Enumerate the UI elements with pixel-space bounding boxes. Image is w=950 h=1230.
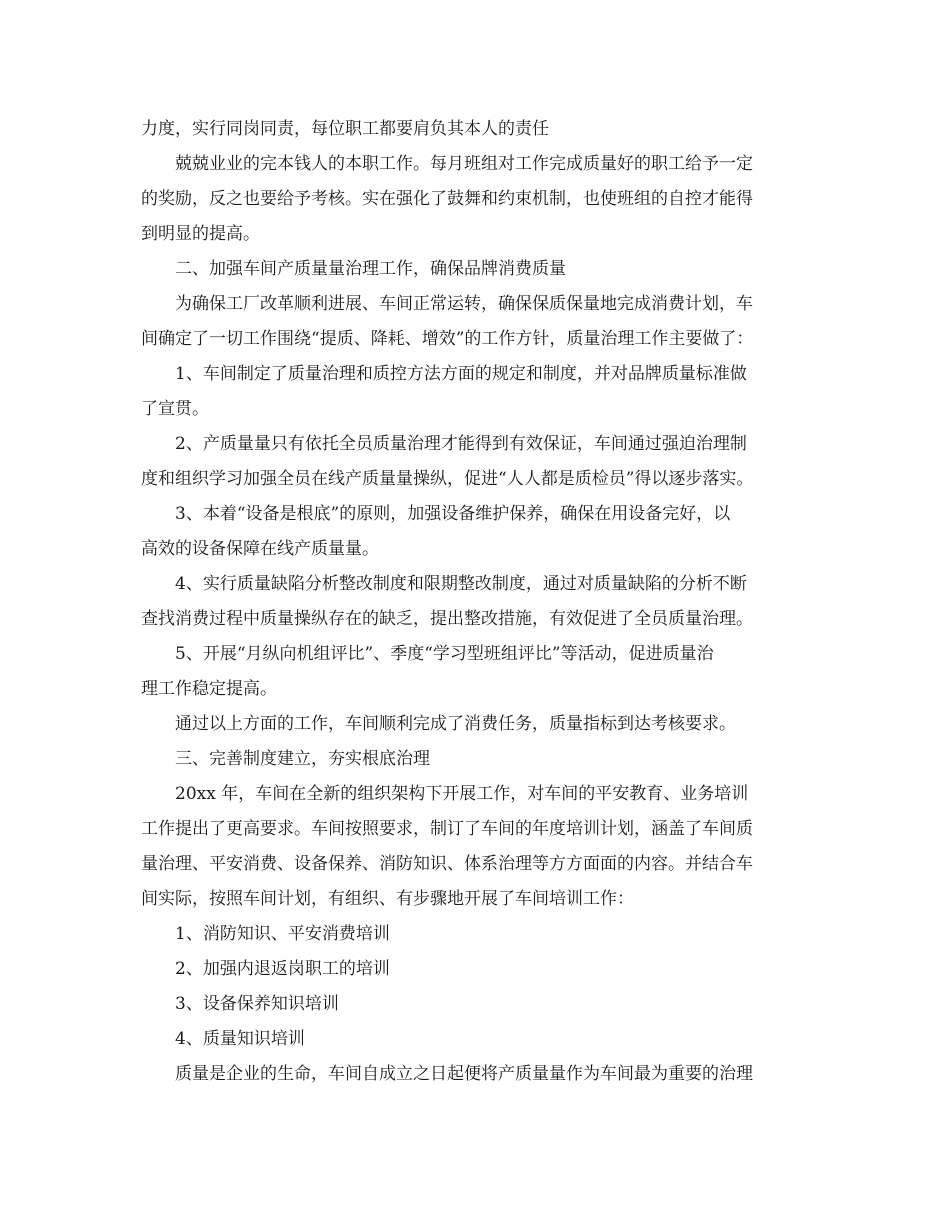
text-line: 为确保工厂改革顺利进展、车间正常运转，确保保质保量地完成消费计划，车	[175, 294, 753, 314]
text-line: 度和组织学习加强全员在线产质量量操纵，促进“人人都是质检员”得以逐步落实。	[141, 469, 754, 489]
text-line: 间实际，按照车间计划，有组织、有步骤地开展了车间培训工作：	[141, 889, 634, 909]
text-line: 的奖励，反之也要给予考核。实在强化了鼓舞和约束机制，也使班组的自控才能得	[141, 189, 753, 209]
text-line: 3、本着“设备是根底”的原则，加强设备维护保养，确保在用设备完好，以	[175, 504, 731, 524]
text-line: 量治理、平安消费、设备保养、消防知识、体系治理等方方面面的内容。并结合车	[141, 854, 753, 874]
text-line: 二、加强车间产质量量治理工作，确保品牌消费质量	[175, 259, 566, 279]
text-line: 间确定了一切工作围绕“提质、降耗、增效”的工作方针，质量治理工作主要做了：	[141, 329, 754, 349]
text-line: 20xx 年，车间在全新的组织架构下开展工作，对车间的平安教育、业务培训	[175, 784, 749, 804]
text-line: 4、质量知识培训	[175, 1029, 305, 1049]
text-line: 兢兢业业的完本钱人的本职工作。每月班组对工作完成质量好的职工给予一定	[175, 154, 753, 174]
text-line: 3、设备保养知识培训	[175, 994, 339, 1014]
text-line: 到明显的提高。	[141, 224, 260, 244]
text-line: 1、车间制定了质量治理和质控方法方面的规定和制度，并对品牌质量标准做	[175, 364, 747, 384]
text-line: 质量是企业的生命，车间自成立之日起便将产质量量作为车间最为重要的治理	[175, 1064, 753, 1084]
text-line: 三、完善制度建立，夯实根底治理	[175, 749, 430, 769]
text-line: 高效的设备保障在线产质量量。	[141, 539, 379, 559]
text-line: 力度，实行同岗同责，每位职工都要肩负其本人的责任	[141, 119, 549, 139]
text-line: 通过以上方面的工作，车间顺利完成了消费任务，质量指标到达考核要求。	[175, 714, 736, 734]
text-line: 查找消费过程中质量操纵存在的缺乏，提出整改措施，有效促进了全员质量治理。	[141, 609, 753, 629]
text-line: 1、消防知识、平安消费培训	[175, 924, 390, 944]
text-line: 了宣贯。	[141, 399, 209, 419]
text-line: 工作提出了更高要求。车间按照要求，制订了车间的年度培训计划，涵盖了车间质	[141, 819, 753, 839]
text-line: 理工作稳定提高。	[141, 679, 277, 699]
text-line: 5、开展“月纵向机组评比”、季度“学习型班组评比”等活动，促进质量治	[175, 644, 714, 664]
text-line: 2、产质量量只有依托全员质量治理才能得到有效保证，车间通过强迫治理制	[175, 434, 747, 454]
text-line: 2、加强内退返岗职工的培训	[175, 959, 390, 979]
document-body	[141, 112, 821, 1092]
text-line: 4、实行质量缺陷分析整改制度和限期整改制度，通过对质量缺陷的分析不断	[175, 574, 747, 594]
